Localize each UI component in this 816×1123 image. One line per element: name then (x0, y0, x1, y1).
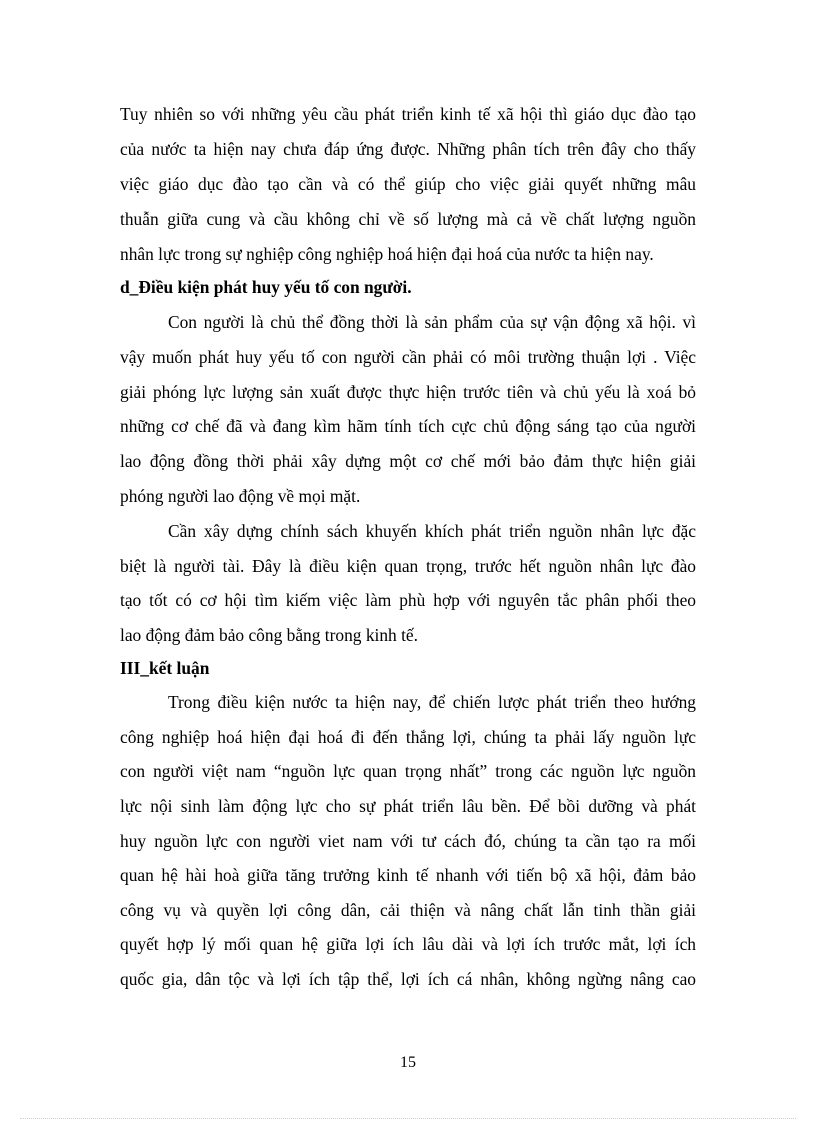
section-heading: d_Điều kiện phát huy yếu tố con người. (120, 277, 412, 297)
paragraph-line: biệt là người tài. Đây là điều kiện quan trọng, trước hết nguồn nhân lực đào (120, 556, 696, 576)
paragraph-line: lực nội sinh làm động lực cho sự phát triển lâu bền. Để bồi dưỡng và phát (120, 796, 696, 816)
paragraph-line: của nước ta hiện nay chưa đáp ứng được. Những phân tích trên đây cho thấy (120, 139, 696, 159)
section-heading: III_kết luận (120, 658, 210, 678)
paragraph-line: những cơ chế đã và đang kìm hãm tính tích cực chủ động sáng tạo của người (120, 416, 696, 436)
paragraph-line: việc giáo dục đào tạo cần và có thể giúp cho việc giải quyết những mâu (120, 174, 696, 194)
paragraph-line: tạo tốt có cơ hội tìm kiếm việc làm phù hợp với nguyên tắc phân phối theo (120, 590, 696, 610)
paragraph-line: nhân lực trong sự nghiệp công nghiệp hoá hiện đại hoá của nước ta hiện nay. (120, 244, 654, 264)
paragraph-line: lao động đồng thời phải xây dựng một cơ chế mới bảo đảm thực hiện giải (120, 451, 696, 471)
paragraph-line: công nghiệp hoá hiện đại hoá đi đến thắng lợi, chúng ta phải lấy nguồn lực (120, 727, 696, 747)
paragraph-line: quốc gia, dân tộc và lợi ích tập thể, lợi ích cá nhân, không ngừng nâng cao (120, 969, 696, 989)
paragraph-line: lao động đảm bảo công bằng trong kinh tế. (120, 625, 418, 645)
paragraph-line: phóng người lao động về mọi mặt. (120, 486, 361, 506)
paragraph-line: công vụ và quyền lợi công dân, cải thiện và nâng chất lẫn tinh thần giải (120, 900, 696, 920)
paragraph-line: Tuy nhiên so với những yêu cầu phát triển kinh tế xã hội thì giáo dục đào tạo (120, 104, 696, 124)
paragraph-line: vậy muốn phát huy yếu tố con người cần phải có môi trường thuận lợi . Việc (120, 347, 696, 367)
paragraph-line: con người việt nam “nguồn lực quan trọng nhất” trong các nguồn lực nguồn (120, 761, 696, 781)
paragraph-line: Trong điều kiện nước ta hiện nay, để chiến lược phát triển theo hướng (168, 692, 696, 712)
paragraph-line: giải phóng lực lượng sản xuất được thực hiện trước tiên và chủ yếu là xoá bỏ (120, 382, 696, 402)
page-bottom-edge (20, 1118, 796, 1119)
paragraph-line: Cần xây dựng chính sách khuyến khích phát triển nguồn nhân lực đặc (168, 521, 696, 541)
page-number: 15 (400, 1054, 416, 1071)
paragraph-line: thuẫn giữa cung và cầu không chỉ về số lượng mà cả về chất lượng nguồn (120, 209, 696, 229)
paragraph-line: quyết hợp lý mối quan hệ giữa lợi ích lâu dài và lợi ích trước mắt, lợi ích (120, 934, 696, 954)
paragraph-line: Con người là chủ thể đồng thời là sản phẩm của sự vận động xã hội. vì (168, 312, 696, 332)
paragraph-line: huy nguồn lực con người viet nam với tư cách đó, chúng ta cần tạo ra mối (120, 831, 696, 851)
paragraph-line: quan hệ hài hoà giữa tăng trưởng kinh tế nhanh với tiến bộ xã hội, đảm bảo (120, 865, 696, 885)
